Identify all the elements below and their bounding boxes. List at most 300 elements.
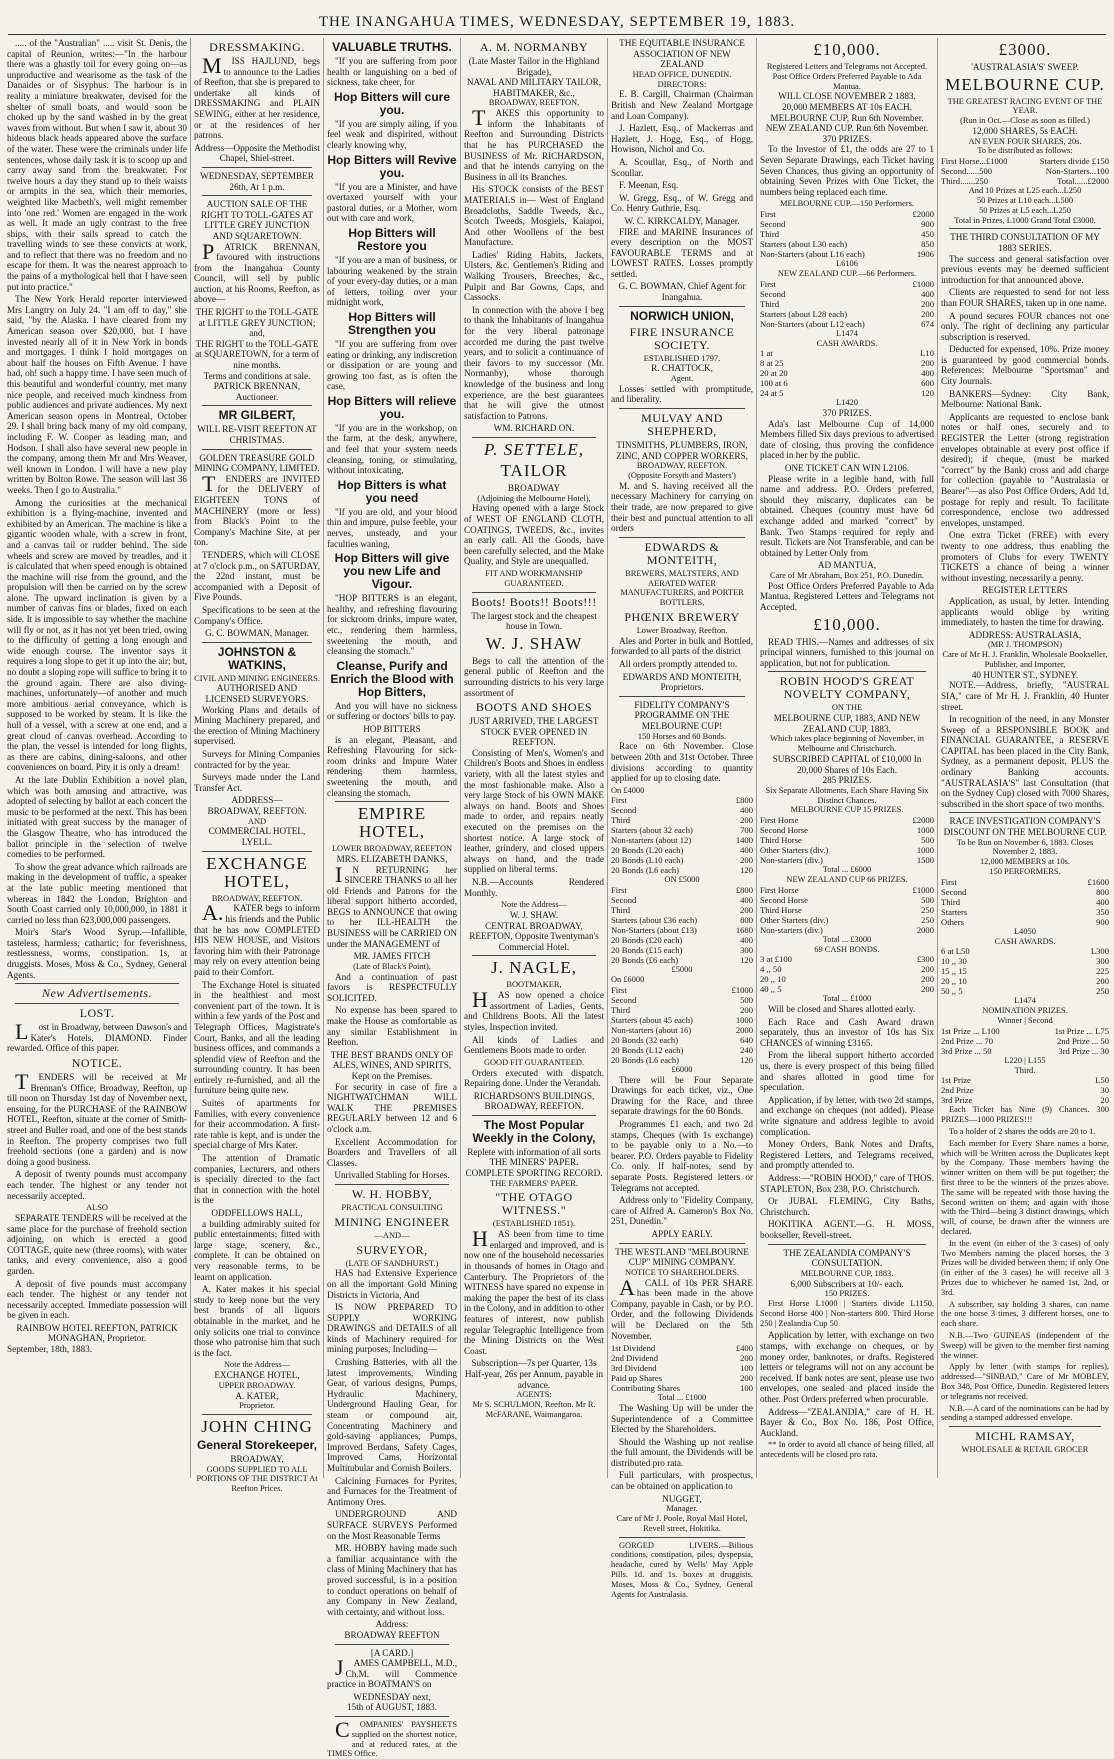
sinbad-text-1: Each Ticket has Nine (9) Chances. 300 PRIZES—1000 PRIZES!!! (941, 1105, 1109, 1125)
equitable-director-1: E. B. Cargill, Chairman (Chairman British and New Zealand Mortgage and Loan Company). (611, 89, 753, 121)
third-table (941, 1075, 1109, 1105)
hobby-address-label: Address: (375, 1619, 409, 1630)
column-3 (323, 38, 460, 1759)
fidelity-text-3: Programmes £1 each, and two 2d stamps, Cheques (with 1s exchange) to be payable only to a No.—to bearer. P.O. Orders payable to Fidelity Co. only. If half-notes, send by separate Posts. Registered letters or Telegrams not accepted. (611, 1119, 753, 1193)
robin-hood-text-3: SUBSCRIBED CAPITAL of £10,000 In 20,000 Shares of 10s Each. (772, 753, 922, 775)
robin-hood-text-1: MELBOURNE CUP, 1883, AND NEW ZEALAND CUP, 1883. (773, 713, 921, 734)
exchange-subheading: BROADWAY, REEFTON. (211, 893, 303, 903)
auction-terms: Terms and conditions at sale. (203, 370, 311, 381)
table-row (611, 1373, 753, 1383)
divider (949, 812, 1101, 813)
zealandia-text-2: 6,000 Subscribers at 10/- each. (790, 1278, 904, 1289)
normanby-text-2: His STOCK consists of the BEST MATERIALS in— West of England Broadcloths, Saddle Tweeds, &c., Scotch Tweeds, Mosgiels, Kaiapoi, And other Woollens of the best Manufacture. (464, 184, 604, 248)
hobby-mining: MINING ENGINEER (334, 1214, 450, 1229)
table-cell-value: 1000 (916, 825, 934, 836)
ching-goods: GOODS SUPPLIED TO ALL PORTIONS OF THE DISTRICT At Reefton Prices. (196, 1464, 318, 1494)
vt-text-1: "If you are suffering from poor health or languishing on a bed of sickness, take cheer, for (327, 56, 457, 88)
golden-heading: GOLDEN TREASURE GOLD MINING COMPANY, LIMITED. (194, 452, 320, 474)
weekly-heading: The Most Popular Weekly in the Colony, (472, 1117, 596, 1145)
robin-hood-text-7: NEW ZEALAND CUP 66 PRIZES. (786, 874, 908, 884)
fidelity-text-2: There will be Four Separate Drawings for each ticket, viz., One Drawing for the Race, and three separate drawings for the 60 Bonds. (611, 1074, 753, 1117)
table-row (941, 1036, 1109, 1046)
fidelity-apply: APPLY EARLY. (651, 1228, 713, 1239)
edwards-heading: EDWARDS & MONTEITH, (644, 539, 720, 567)
shares-text-2: AN EVEN FOUR SHARES, 20s. (968, 136, 1082, 146)
vt-text-3: "If you are a Minister, and have overtaxed yourself with your pastoral duties, or a Mother, worn out with care and work, (327, 181, 457, 224)
table-cell-value: £800 (735, 795, 753, 806)
gorged-livers-ad: GORGED LIVERS.—Bilious conditions, constipation, piles, dyspepsia, headache, cured by Wells' May Apple Pills. 1d. and 1s. boxes at druggists. Moses, Moss & Co., Sydney, General Agents for Australasia. (611, 1540, 753, 1599)
table-cell-value: 640 (740, 1034, 753, 1045)
vt-text-8: "HOP BITTERS is an elegant, healthy, and refreshing flavouring for sickroom drinks, impure water, etc., rendering them harmless, sweetening the mouth, and cleansing the stomach." (327, 593, 457, 657)
shaw-text-3: Consisting of Men's, Women's and Children's Boots and Shoes in endless variety, with all the latest styles and the most fashionable make. Also a very large Stock of his OWN MAKE always on hand. Boots and Shoes made to order, and repairs neatly executed on the premises on the shortest notice. A large stock of leather, grindery, and closed uppers always on hand, and the trade supplied on liberal terms. (464, 747, 604, 875)
weekly-text-2: THE MINERS' PAPER. (489, 1157, 579, 1168)
ramsay-sub: WHOLESALE & RETAIL GROCER (961, 1445, 1089, 1455)
column-6 (756, 38, 937, 1478)
nomination-table (941, 1026, 1109, 1056)
hobby-sub: PRACTICAL CONSULTING (341, 1202, 443, 1212)
zealandia-address: Address—"ZEALANDIA," care of H. H. Bayer & Co., Box No. 186, Post Office, Auckland. (760, 1406, 934, 1438)
zealandia-text-5: Application by letter, with exchange on two stamps, with exchange on cheques, or by money order, banknotes, or drafts. Registered letters or telegrams will not on any account be received. If bank notes are sent, please use two envelopes, one sealed and placed inside the other. Post Orders preferred when procurable. (760, 1330, 934, 1404)
sweep-text-8: To the Investor of £1, the odds are 27 to 1 Seven Separate Drawings, each Ticket having Seven Chances, thus giving an opportunity of obtaining Seven Prizes with One Ticket, the numbers being replaced each time. (760, 144, 934, 197)
table-row (611, 1035, 753, 1045)
table-cell-label: 20 Bonds (L6 each) (611, 865, 680, 876)
table-cell-value: 250 (921, 914, 934, 925)
table-row (760, 368, 934, 378)
table-cell-label: Non-starters (about 16) (611, 1024, 692, 1035)
table-cell-value: £300 (916, 954, 934, 965)
auction-text: PATRICK BRENNAN, favoured with instructions from the Inangahua County Council, will sell by public auction, at his Rooms, Reefton, as above— (194, 238, 320, 305)
table-cell-label: 20 Bonds (£6 each) (611, 955, 679, 966)
equitable-heading: THE EQUITABLE INSURANCE ASSOCIATION OF NEW ZEALAND (619, 38, 745, 70)
table-cell-value: £2000 (912, 209, 934, 220)
table-row (760, 925, 934, 935)
divider (202, 1414, 312, 1415)
australasia-text-1: The success and general satisfaction over previous events may be deemed sufficient introduction for that announced above. (941, 253, 1109, 285)
hobby-text-5: UNDERGROUND AND SURFACE SURVEYS Performed on the Most Reasonable Terms (327, 1509, 457, 1541)
table-cell-label: 24 at 5 (760, 388, 784, 399)
australasia-text-2: Clients are requested to send for not less than FOUR SHARES, taken up in one name. (941, 287, 1109, 308)
divider (619, 696, 745, 697)
table-cell-value: 120 (740, 955, 753, 966)
notice-also: ALSO (86, 1203, 108, 1213)
table-cell-label: 100 at 6 (760, 378, 788, 389)
table-row (760, 954, 934, 964)
hobby-text-1: HAS had Extensive Experience on all the important Gold Mining Districts in Victoria, And (327, 1268, 457, 1300)
robin-hood-text-16: HOKITIKA AGENT.—G. H. MOSS, bookseller, Revell-street. (760, 1219, 934, 1240)
empire-stabling: Unrivalled Stabling for Horses. (334, 1170, 450, 1181)
table-cell-value: 200 (740, 815, 753, 826)
table-cell-label: 20 Bonds (L12 each) (611, 1044, 684, 1055)
mulvay-heading: MULVAY AND SHEPHERD, (641, 411, 723, 439)
table-cell-value: 120 (740, 1054, 753, 1065)
table-row (941, 966, 1109, 976)
article-dublin: At the late Dublin Exhibition a novel plan, which was both amusing and attractive, was adopted of selecting by ballot at each concert the music to be performed at the next. This has been initiated with great success by the manager of the Glasgow Theatre, who has introduced the ballot principle in the selection of twelve comedies to be performed. (7, 774, 187, 860)
fitch-name: MR. JAMES FITCH (353, 951, 431, 962)
robin-hood-text-15: Or JUBAL FLEMING, City Baths, Christchurch. (760, 1196, 934, 1217)
normanby-sub: (Late Master Tailor in the Highland Brigade), (468, 56, 600, 77)
phoenix-brewery: PHŒNIX BREWERY (624, 609, 740, 624)
table-row (760, 964, 934, 974)
table-row (760, 815, 934, 825)
fidelity-total-5000: £5000 (671, 965, 693, 975)
table-cell-label: First (760, 209, 776, 220)
table-cell-label: 20 Bonds (£15 each) (611, 945, 683, 956)
table-cell-label: Second (611, 805, 637, 816)
fidelity-on-4000: On £4000 (611, 785, 645, 795)
empire-brands: THE BEST BRANDS ONLY OF ALES, WINES, AND SPIRITS, Kept on the Premises. (330, 1049, 454, 1081)
vt-bold-5: Hop Bitters will relieve you. (327, 393, 457, 421)
australasia-text-7: One extra Ticket (FREE) with every twenty to one address, thus enabling the promoters of Clubs for every TWENTY TICKETS a chance of being a winner without investing, necessarily a penny. (941, 530, 1109, 583)
table-cell-label: First (941, 876, 957, 887)
table-cell-label: Third (611, 905, 631, 916)
table-cell-label: Starters (about £36 each) (611, 915, 698, 926)
table-cell-value: 400 (740, 935, 753, 946)
sweep-heading: £10,000. (813, 40, 881, 59)
table-cell-value: £800 (735, 885, 753, 896)
table-cell-label: Non-Starters (about L12 each) (760, 318, 865, 329)
robin-hood-on: ON THE (831, 703, 863, 713)
shares-text: 12,000 SHARES, 5s EACH. (972, 125, 1078, 136)
table-cell-label: Second (760, 288, 786, 299)
table-cell-label: 20 at 20 (760, 368, 788, 379)
sweep-text-1: Registered Letters and Telegrams not Accepted. (766, 62, 928, 71)
table-cell-label: Third.......250 (941, 176, 989, 187)
table-cell-label: Contributing Shares (611, 1383, 680, 1394)
table-cell-label: 1st Prize ... L100 (941, 1025, 1000, 1036)
sweep-text-4: 20,000 MEMBERS AT 10s EACH. (781, 101, 912, 112)
table-cell-label: 20 Bonds (L20 each) (611, 845, 684, 856)
nomination-heading: NOMINATION PRIZES. (982, 1006, 1068, 1016)
vt-bold-1: Hop Bitters will cure you. (333, 89, 451, 117)
divider (768, 671, 926, 672)
sinbad-text-5: A subscriber, say holding 3 shares, can name the one horse 3 times, 3 different horses, one to each share. (941, 1299, 1109, 1329)
sweep-text-2: Post Office Orders Preferred Payable to Ada Mantua. (772, 71, 922, 91)
otago-agents-label: AGENTS: (516, 1390, 552, 1400)
robin-hood-table-2 (760, 885, 934, 935)
table-row (941, 1085, 1109, 1095)
table-row (611, 995, 753, 1005)
table-row (611, 845, 753, 855)
equitable-directors-label: DIRECTORS: (657, 79, 707, 89)
jw-address-1: BROADWAY, REEFTON. (207, 806, 307, 817)
robin-hood-text-4: 285 PRIZES. (822, 775, 872, 786)
table-cell-label: 1st Prize (941, 1075, 971, 1086)
table-cell-label: 6 at L50 (941, 946, 970, 957)
paysheets-text: COMPANIES' PAYSHEETS supplied on the shortest notice, and at reduced rates, at the TIMES Office. (327, 1717, 457, 1759)
robin-hood-text-11: From the liberal support hitherto accorded us, there is every prospect of this being filled and shares allotted in good time for speculation. (760, 1050, 934, 1093)
divider (335, 801, 449, 802)
ada-text-3: Please write in a legible hand, with full name and address. P.O. Orders preferred, should they miscarry, duplicates can be obtained. Cheques (country must have 6d exchange added and marked "correct" by Bank. Two Stamps required for reply and result. Tickets are Not Transferable, and can be obtained by Letter Only from (760, 473, 934, 558)
divider (335, 1644, 449, 1645)
robin-hood-heading: ROBIN HOOD'S GREAT NOVELTY COMPANY, (779, 674, 915, 702)
robin-hood-text-13: Money Orders, Bank Notes and Drafts, Registered Letters, and Telegrams received, and promptly attended to. (760, 1139, 934, 1171)
divider (202, 195, 312, 196)
vt-bold-3: Hop Bitters will Restore you (348, 225, 436, 253)
table-cell-value: 120 (921, 388, 934, 399)
table-row (760, 319, 934, 329)
sinbad-text-4: In the event (in either of the 3 cases) of only Two Members naming the placed horses, the 3 Prizes will be divided between them; if only One (in either of the 3 cases) he will receive all 3 Prizes due to whichever he named 1st, 2nd, or 3rd. (941, 1238, 1109, 1297)
melbourne-heading: MELBOURNE CUP.—150 Performers. (780, 199, 914, 209)
vt-bold-7: Hop Bitters will give you new Life and Vigour. (334, 551, 450, 592)
lost-text: Lost in Broadway, between Dawson's and Kater's Hotels, DIAMOND. Finder rewarded. Office of this paper. (7, 1019, 187, 1054)
table-row (611, 795, 753, 805)
sinbad-text-6: N.B.—Two GUINEAS (independent of the Sweep) will be given to the member first naming the winner. (941, 1330, 1109, 1360)
normanby-address: BROADWAY, REEFTON, (488, 98, 580, 108)
table-row (941, 1046, 1109, 1056)
nz-heading: NEW ZEALAND CUP.—66 Performers. (777, 268, 917, 278)
exchange-name: EXCHANGE HOTEL, (214, 1370, 300, 1381)
vt-bold-2: Hop Bitters will Revive you. (327, 152, 457, 180)
australasia-text-6: Applicants are requested to enclose bank notes or half ones, securely and to REGISTER the Letter (strong registration envelopes obtainable at every post office if desired); if cheque, (must be marked "correct" by the Bank) cross and add charge for collection (payable to "Australasia or Bearer"—as also Post Office Orders, Add 1d, postage for reply and result. To facilitate correspondence, enclose two addressed envelopes, unstamped. (941, 411, 1109, 528)
table-row (611, 1025, 753, 1035)
table-row (760, 239, 934, 249)
divider (619, 408, 745, 409)
table-cell-value: £1000 (912, 884, 934, 895)
hobby-address: BROADWAY REEFTON (344, 1629, 440, 1640)
table-cell-label: First (611, 984, 627, 995)
table-row (760, 249, 934, 259)
equitable-director-4: F. Meenan, Esq. (619, 180, 679, 191)
table-cell-value: 200 (921, 298, 934, 309)
table-cell-value: 200 (740, 1373, 753, 1384)
australasia-amount: £3000. (998, 40, 1052, 59)
otago-heading: "THE OTAGO WITNESS." (495, 1190, 573, 1218)
otago-agents: Mr S. SCHULMON, Reefton. Mr R. McFARANE, Waimangaroa. (472, 1399, 596, 1419)
divider (619, 1243, 745, 1244)
table-cell-label: First (611, 885, 627, 896)
table-cell-value: 1906 (916, 249, 934, 260)
table-row (611, 955, 753, 965)
empire-text-5: Excellent Accommodation for Boarders and Travellers of all Classes. (327, 1136, 457, 1168)
table-row (760, 895, 934, 905)
table-row (941, 156, 1109, 166)
equitable-director-3: A. Scoullar, Esq., of North and Scoullar. (611, 156, 753, 178)
robin-hood-text-6: MELBOURNE CUP 15 PRIZES. (790, 805, 904, 815)
table-cell-value: 100 (740, 1363, 753, 1374)
robin-hood-text-12: Application, if by letter, with two 2d stamps, and exchange on cheques (not added). Please write signature and address legible to avoid complication. (760, 1094, 934, 1137)
westland-total: Total ... £1000 (657, 1393, 707, 1403)
table-cell-label: 1st Dividend (611, 1343, 656, 1354)
cleanse-text: And you will have no sickness or suffering or doctors' bills to pay. (327, 700, 457, 722)
notice-date: September, 18th, 1883. (7, 1344, 93, 1355)
fidelity-total-6000: £6000 (671, 1064, 693, 1074)
nagle-heading: J. NAGLE, (491, 958, 577, 978)
normanby-signature: WM. RICHARD ON. (493, 423, 575, 434)
race-text-1: To be Run on November 6, 1883. Closes November 2, 1883. (956, 837, 1094, 857)
table-cell-label: 3rd Prize ... 50 (941, 1045, 992, 1056)
exchange-text-3: Suites of apartments for Families, with every convenience for their accommodation. A first-rate table is kept, and is under the special charge of Mrs Kater. (194, 1098, 320, 1151)
table-cell-label: 40 ,, 5 (760, 984, 782, 995)
column-4 (460, 38, 607, 1478)
table-cell-value: £1000 (912, 278, 934, 289)
table-cell-label: 20 Bonds (L10 each) (611, 855, 684, 866)
settele-fit: FIT AND WORKMANSHIP GUARANTEED. (485, 568, 583, 588)
table-row (760, 845, 934, 855)
table-row (760, 378, 934, 388)
divider (949, 228, 1101, 229)
table-row (760, 885, 934, 895)
table-cell-value: 200 (921, 964, 934, 975)
table-row (611, 985, 753, 995)
ad-wood-syrup: Moir's Star's Wood Syrup.—Infallible, tasteless, harmless, cathartic; for feverishness, restlessness, worms, constipation. 1s, at druggists. Moses, Moss & Co., Sydney, General Agents. (7, 927, 187, 980)
table-row (611, 1363, 753, 1373)
distribution-table (941, 156, 1109, 186)
distribution-5: Total in Prizes, L1000 Grand Total £3000. (954, 215, 1096, 225)
table-cell-value: £1000 (731, 984, 753, 995)
table-cell-label: Second (611, 994, 637, 1005)
melbourne-total: L6106 (836, 259, 858, 269)
auction-right-1: THE RIGHT to the TOLL-GATE at LITTLE GREY JUNCTION; and, (195, 307, 319, 339)
table-cell-value: 450 (921, 229, 934, 240)
divider (202, 642, 312, 643)
masthead: THE INANGAHUA TIMES, WEDNESDAY, SEPTEMBER 19, 1883. (318, 14, 796, 30)
table-cell-label: Other Starters (div.) (760, 914, 829, 925)
normanby-sub2: NAVAL AND MILITARY TAILOR, HABITMAKER, &c., (466, 77, 602, 98)
cleanse-heading: Cleanse, Purify and Enrich the Blood with Hop Bitters, (330, 658, 454, 699)
table-cell-value: 20 (1100, 1095, 1109, 1106)
table-cell-label: Second......500 (941, 166, 993, 177)
notice-text-4: A deposit of five pounds must accompany each tender. The highest or any tender not necessarily accepted. Immediate possession will be given in each. (7, 1278, 187, 1321)
edwards-sub: BREWERS, MALTSTERS, AND AERATED WATER MANUFACTURERS, and PORTER BOTTLERS, (620, 568, 744, 608)
australasia-street: 40 HUNTER ST., SYDNEY. (971, 669, 1079, 680)
table-cell-label: Other Starters (div.) (760, 845, 829, 856)
table-row (941, 986, 1109, 996)
australasia-text-5: BANKERS—Sydney: City Bank, Melbourne: National Bank. (941, 388, 1109, 410)
table-row (941, 956, 1109, 966)
exchange-note: Note the Address— (223, 1360, 291, 1370)
table-cell-value: 400 (740, 805, 753, 816)
table-cell-label: 10 ,, 30 (941, 956, 967, 967)
table-cell-label: Third Horse (760, 835, 802, 846)
divider (619, 306, 745, 307)
weekly-text-1: Replete with information of all sorts (467, 1146, 601, 1157)
westland-table (611, 1343, 753, 1393)
hobby-text-3: Crushing Batteries, with all the latest improvements, Winding Gear, of various designs, Pumps, Hydraulic Machinery, Underground Hauling Gear, for steam or compound air, Concentrating Machinery and gold-saving appliances, Pumps, Improved Berdans, Safety Cages, Improved Cams, Horizontal Multitubular and Cornish Boilers. (327, 1357, 457, 1474)
table-row (760, 209, 934, 219)
table-cell-value: L50 (1095, 1075, 1109, 1086)
table-row (760, 855, 934, 865)
distribution-3: 50 Prizes at L10 each...L500 (976, 195, 1074, 205)
divider (202, 851, 312, 852)
sweep-text-3: WILL CLOSE NOVEMBER 2 1883. (778, 91, 916, 102)
table-row (941, 166, 1109, 176)
table-cell-value: 200 (740, 1004, 753, 1015)
nagle-text-2: All kinds of Ladies and Gentlemens Boots made to order. (464, 1034, 604, 1056)
golden-text-3: Specifications to be seen at the Company's Office. (194, 604, 320, 626)
hobby-surveyor: SURVEYOR, (356, 1242, 428, 1257)
westland-nugget: NUGGET, (662, 1493, 702, 1504)
table-cell-label: 8 at 25 (760, 358, 784, 369)
ching-heading: JOHN CHING (201, 1416, 313, 1436)
table-cell-value: Total......£2000 (1057, 176, 1109, 187)
exchange-text-4: The attention of Dramatic companies, Lecturers, and others is specially directed to the fact that in connection with the hotel is the (194, 1153, 320, 1206)
norwich-agent-title: Agent. (670, 374, 694, 384)
mulvay-opposite: (Opposite Forsyth and Masters') (628, 471, 736, 481)
weekly-text-3: COMPLETE SPORTING RECORD. (465, 1168, 603, 1179)
equitable-director-5: W. Gregg, Esq., of W. Gregg and Co. Henry Guthrie, Esq. (611, 192, 753, 214)
sweep-text-7: 370 PRIZES. (822, 133, 872, 144)
westland-text-2: The Washing Up will be under the Superintendence of a Committee Elected by the Shareholders. (611, 1402, 753, 1435)
table-row (760, 358, 934, 368)
campbell-date: 15th of AUGUST, 1883. (347, 1702, 437, 1713)
norwich-agent: R. CHATTOCK, (651, 363, 713, 374)
table-cell-value: 850 (921, 239, 934, 250)
otago-text-2: Subscription—7s per Quarter, 13s Half-year, 26s per Annum, payable in advance. (464, 1358, 604, 1390)
table-cell-value: Starters divide £150 (1039, 156, 1109, 167)
table-row (611, 1015, 753, 1025)
golden-text-1: TENDERS are INVITED for the DELIVERY of EIGHTEEN TONS of MACHINERY (more or less) from Black's Point to the Company's Machine Site, at per ton. (194, 470, 320, 548)
robin-hood-total-2: Total ... £3000 (822, 934, 872, 944)
notice-text-3: SEPARATE TENDERS will be received at the same place for the purchase of freehold section adjoining, on which is erected a good COTTAGE, quite new (three rooms), with water tanks, and every convenience, also a good garden. (7, 1212, 187, 1276)
gilbert-heading: MR GILBERT, (218, 408, 296, 423)
hobby-late: (LATE OF SANDHURST.) (345, 1258, 439, 1268)
table-cell-value: 300 (740, 945, 753, 956)
table-cell-value: 200 (1096, 976, 1109, 987)
exchange-text-1: A.KATER begs to inform his friends and the Public that he has now COMPLETED HIS NEW HOUSE, and Visitors favoring him with their Patronage may rely on every attention being paid to their Comfort. (194, 900, 320, 977)
empire-text-1: IN RETURNING her SINCERE THANKS to all her old Friends and Patrons for the liberal support hitherto accorded, BEGS to ANNOUNCE that owing to her ILL-HEALTH the BUSINESS will be CARRIED ON under the MANAGEMENT of (327, 861, 457, 949)
table-row (941, 1026, 1109, 1036)
westland-manager: Manager. (666, 1504, 698, 1514)
table-cell-value: 100 (740, 1383, 753, 1394)
table-cell-label: First (611, 795, 627, 806)
table-cell-label: 4 ,, 50 (760, 964, 782, 975)
australasia-text-14: In recognition of the need, in any Monster Sweep of a RESPONSIBLE BOOK and FINANCIAL GUARANTEE, a RESERVE CAPITAL has been placed in the City Bank, Sydney, as a permanent deposit, PLUS the ordinary Banking accounts. "AUSTRALASIA'S" last Consultation (that on the Sydney Cup) closed with 7000 Shares, subscribed in the short space of two months. (941, 714, 1109, 809)
ching-address: BROADWAY. (230, 1453, 284, 1464)
zealandia-note: ** In order to avoid all chance of being filled, all antecedents will be closed pro rata. (760, 1440, 934, 1460)
table-row (611, 1353, 753, 1363)
danks-name: MRS. ELIZABETH DANKS, (336, 853, 448, 864)
table-cell-value: £400 (735, 1343, 753, 1354)
third-consultation-heading: THE THIRD CONSULTATION OF MY 1883 SERIES. (950, 232, 1100, 253)
australasia-note: NOTE.—Address, briefly, "AUSTRAL SIA," care of Mr H. J. Franklin, 40 Hunter street. (941, 680, 1109, 712)
table-cell-label: 20 ,, 10 (760, 974, 786, 985)
table-cell-value: 400 (740, 895, 753, 906)
shaw-address: CENTRAL BROADWAY, REEFTON, Opposite Twentyman's Commercial Hotel. (469, 920, 599, 952)
dressmaking-heading: DRESSMAKING. (209, 40, 305, 54)
robin-hood-text-5: Six Separate Allotments, Each Share Having Six Distinct Chances. (765, 785, 929, 805)
table-cell-label: Non-starters (about 12) (611, 835, 692, 846)
jw-address-label: ADDRESS— (231, 795, 283, 806)
prizes-heading: 370 PRIZES. (822, 408, 872, 419)
jw-text-1: Working Plans and details of Mining Machinery prepared, and the erection of Mining Machinery supervised. (194, 704, 320, 747)
table-cell-label: Paid up Shares (611, 1373, 663, 1384)
table-cell-value: 400 (921, 368, 934, 379)
vt-text-6: "If you are in the workshop, on the farm, at the desk, anywhere, and feel that your system needs cleansing, toning, or stimulating, without intoxicating, (327, 422, 457, 476)
equitable-text: FIRE and MARINE Insurances of every description on the MOST FAVOURABLE TERMS and at LOWEST RATES. Losses promptly settled. (611, 226, 753, 279)
table-cell-label: Non-starters (div.) (760, 855, 823, 866)
nagle-text-4: Orders executed with dispatch. Repairing done. Under the Verandah. (464, 1067, 604, 1089)
divider (202, 167, 312, 168)
melbourne-cup-sub: THE GREATEST RACING EVENT OF THE YEAR. (947, 96, 1103, 116)
cash-table (760, 348, 934, 398)
vt-text-2: "If you are simply ailing, if you feel weak and dispirited, without clearly knowing why, (327, 118, 457, 150)
table-cell-value: L10 (920, 348, 934, 359)
table-cell-value: 200 (921, 984, 934, 995)
table-cell-label: First Horse (760, 815, 799, 826)
table-row (611, 1343, 753, 1353)
westland-address: Care of Mr J. Poole, Royal Mail Hotel, Revell street, Hokitika. (616, 1514, 748, 1533)
robin-hood-text-8: 69 CASH BONDS. (814, 944, 880, 954)
mulvay-sub: TINSMITHS, PLUMBERS, IRON, ZINC, AND COPPER WORKERS, (616, 440, 748, 461)
table-row (941, 887, 1109, 897)
nagle-text-3: GOOD FIT GUARANTEED. (483, 1057, 585, 1067)
table-row (760, 229, 934, 239)
race-table (941, 877, 1109, 927)
fidelity-heading: FIDELITY COMPANY'S PROGRAMME ON THE MELBOURNE CUP! (634, 699, 730, 731)
table-cell-label: Third (760, 298, 780, 309)
table-cell-value: L300 (1090, 946, 1109, 957)
normanby-heading: A. M. NORMANBY (479, 40, 589, 54)
